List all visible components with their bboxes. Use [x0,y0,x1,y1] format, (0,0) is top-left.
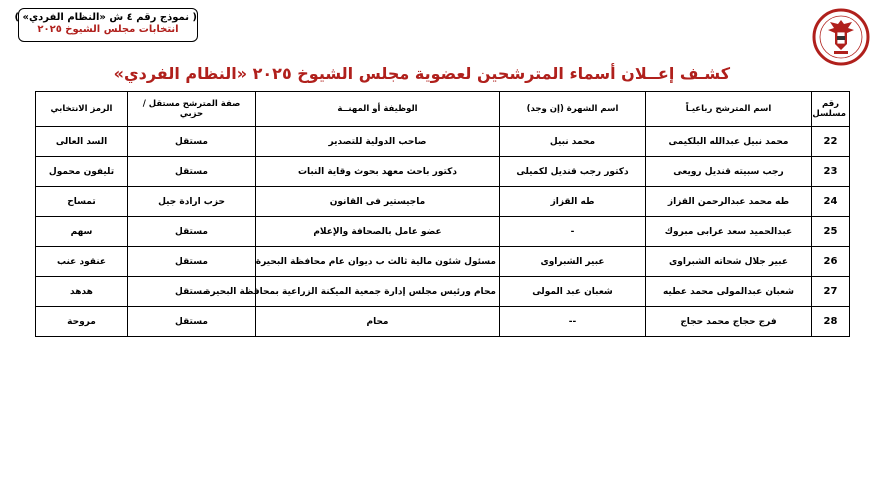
table-row [36,307,850,337]
cell-symbol: السد العالى [36,127,128,157]
cell-nickname: عبير الشبراوى [500,247,646,277]
cell-status: مستقل [128,127,256,157]
cell-symbol: عنقود عنب [36,247,128,277]
table-header-row [36,92,850,127]
page-title: كشـف إعــلان أسماء المترشحين لعضوية مجلس الشيوخ ٢٠٢٥ «النظام الفردي» [113,64,730,83]
form-number-box [14,8,198,42]
header-name: اسم المترشح رباعيـاً [646,92,812,127]
header-job: الوظيفة أو المهنــة [256,92,500,127]
table-row [36,277,850,307]
cell-job: ماجيستير فى القانون [256,187,500,217]
cell-job: عضو عامل بالصحافة والإعلام [256,217,500,247]
cell-symbol: تمساح [36,187,128,217]
cell-name: طه محمد عبدالرحمن القزاز [646,187,812,217]
egypt-eagle-emblem-seal-icon [812,8,870,66]
cell-name: عبير جلال شحاته الشبراوى [646,247,812,277]
cell-name: رجب سبيته قنديل رويعى [646,157,812,187]
table-row [36,247,850,277]
cell-job: محام ورئيس مجلس إدارة جمعية الميكنة الزراعية بمحافظة البحيرة [256,277,500,307]
cell-status: مستقل [128,247,256,277]
cell-serial: 23 [812,157,850,187]
cell-job: دكتور باحث معهد بحوث وقاية النبات [256,157,500,187]
cell-job: محام [256,307,500,337]
cell-nickname: شعبان عبد المولى [500,277,646,307]
cell-status: مستقل [128,277,256,307]
cell-status: حزب ارادة جيل [128,187,256,217]
cell-serial: 28 [812,307,850,337]
election-label: انتخابات مجلس الشيوخ ٢٠٢٥ [37,24,179,35]
cell-nickname: - [500,217,646,247]
header-status: صفة المترشح مستقل / حزبي [128,92,256,127]
cell-status: مستقل [128,157,256,187]
cell-nickname: دكتور رجب قنديل لكميلى [500,157,646,187]
cell-serial: 22 [812,127,850,157]
cell-symbol: هدهد [36,277,128,307]
cell-job: مسئول شئون مالية ثالث ب ديوان عام محافظة البحيرة [256,247,500,277]
cell-serial: 24 [812,187,850,217]
cell-nickname: محمد نبيل [500,127,646,157]
cell-serial: 27 [812,277,850,307]
table-row [36,127,850,157]
cell-symbol: سهم [36,217,128,247]
header-nickname: اسم الشهرة (إن وجد) [500,92,646,127]
table-row [36,157,850,187]
header-serial: رقم مسلسل [812,92,850,127]
cell-serial: 26 [812,247,850,277]
header-symbol: الرمز الانتخابي [36,92,128,127]
cell-name: عبدالحميد سعد عرابى مبروك [646,217,812,247]
cell-nickname: -- [500,307,646,337]
form-number-label: ( نموذج رقم ٤ ش «النظام الفردي» ) [14,12,197,23]
table-row [36,187,850,217]
cell-symbol: تليفون محمول [36,157,128,187]
cell-job: صاحب الدولية للتصدير [256,127,500,157]
table-row [36,217,850,247]
cell-name: محمد نبيل عبدالله البلكيمى [646,127,812,157]
cell-name: شعبان عبدالمولى محمد عطيه [646,277,812,307]
candidates-table [35,91,850,337]
cell-symbol: مروحة [36,307,128,337]
cell-status: مستقل [128,217,256,247]
cell-name: فرج حجاج محمد حجاج [646,307,812,337]
cell-status: مستقل [128,307,256,337]
cell-serial: 25 [812,217,850,247]
cell-nickname: طه القزاز [500,187,646,217]
